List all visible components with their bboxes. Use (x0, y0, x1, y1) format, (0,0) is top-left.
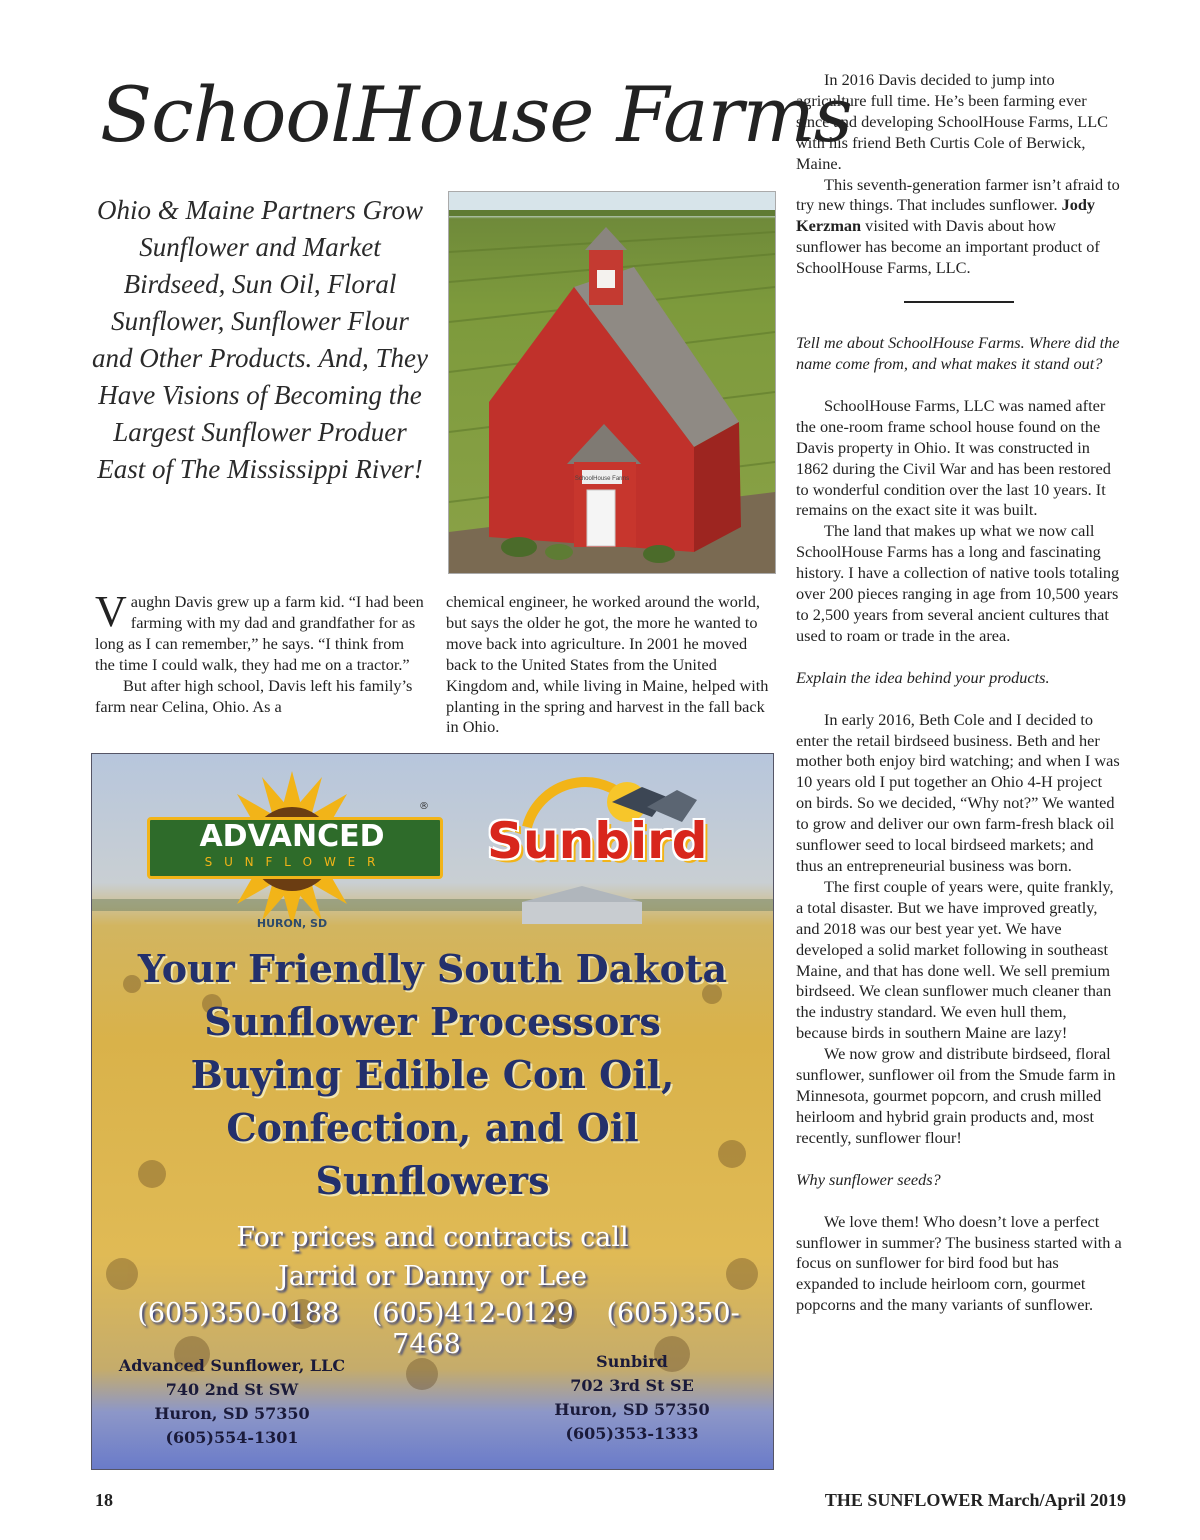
ad-headline-line: Your Friendly South Dakota (137, 946, 728, 991)
sunbird-logo (487, 772, 717, 882)
ad-call-line-2: Jarrid or Danny or Lee (278, 1261, 587, 1292)
advanced-sunflower-address (102, 1354, 362, 1450)
sunbird-logo-text: Sunbird (487, 812, 708, 870)
ad-headline-line: Sunflowers (315, 1158, 550, 1203)
ad-headline (92, 942, 773, 1207)
advertisement (91, 753, 774, 1470)
ad-headline-line: Confection, and Oil (226, 1105, 639, 1150)
article-title: SchoolHouse Farms (100, 70, 852, 159)
sunbird-address (522, 1350, 742, 1446)
column-1-paragraph-2: But after high school, Davis left his family’s farm near Celina, Ohio. As a (95, 675, 413, 716)
page-number: 18 (95, 1490, 113, 1510)
phone-number: (605)350-7468 (392, 1298, 740, 1360)
schoolhouse-illustration (449, 192, 775, 573)
photo-sign: SchoolHouse Farms (574, 476, 630, 482)
advanced-logo-text: ADVANCED (199, 819, 385, 854)
article-column-1 (95, 587, 427, 717)
article-column-2 (446, 592, 778, 738)
ad-call-line-1: For prices and contracts call (236, 1222, 629, 1253)
article-column-3 (796, 70, 1122, 1316)
address-line: Sunbird (596, 1352, 668, 1371)
advanced-logo-location: HURON, SD (256, 917, 328, 930)
author-name: Jody Kerzman (796, 195, 1096, 236)
publication-footer: THE SUNFLOWER March/April 2019 (824, 1490, 1126, 1510)
address-line: Huron, SD 57350 (154, 1404, 310, 1423)
answer-1-paragraph-2: The land that makes up what we now call SchoolHouse Farms has a long and fascinating history. I have a collection of native tools totaling over 200 pieces ranging in age from 10,500 years to 2,500 years from several ancient cultures that used to roam or trade in the area. (796, 521, 1120, 645)
column-3-paragraph-1: In 2016 Davis decided to jump into agriculture full time. He’s been farming ever since and developing SchoolHouse Farms, LLC with his friend Beth Curtis Cole of Berwick, Maine. (796, 70, 1109, 173)
interview-question-3: Why sunflower seeds? (796, 1169, 941, 1189)
answer-3-paragraph-1: We love them! Who doesn’t love a perfect sunflower in summer? The business started with a focus on sunflower for bird food but has expanded to include heirloom corn, gourmet popcorns and the many variants of sunflower. (796, 1211, 1122, 1315)
registered-mark: ® (419, 801, 429, 812)
answer-1-paragraph-1: SchoolHouse Farms, LLC was named after the one-room frame school house found on the Davis property in Ohio. It was constructed in 1862 during the Civil War and has been restored to wonderful condition over the last 10 years. It remains on the exact site it was built. (796, 395, 1111, 520)
address-line: (605)353-1333 (565, 1424, 699, 1443)
interview-question-2: Explain the idea behind your products. (796, 667, 1050, 687)
column-3-paragraph-2 (796, 175, 1122, 280)
address-line: Advanced Sunflower, LLC (118, 1356, 346, 1375)
column-2-paragraph-1: chemical engineer, he worked around the world, but says the older he got, the more he wanted to move back into agriculture. In 2001 he moved back to the United States from the United Kingdom and, while living in Maine, helped with planting in the spring and harvest in the fall back in Ohio. (446, 592, 769, 737)
section-divider (904, 301, 1014, 303)
phone-number: (605)412-0129 (371, 1298, 574, 1329)
column-1-paragraph-1: aughn Davis grew up a farm kid. “I had been farming with my dad and grandfather for as long as I can remember,” he says. “I think from the time I could walk, they had me on a tractor.” (95, 592, 424, 674)
address-line: 740 2nd St SW (165, 1380, 299, 1399)
paragraph-text: visited with Davis about how sunflower has become an important product of SchoolHouse Farms, LLC. (796, 216, 1100, 278)
answer-2-paragraph-2: The first couple of years were, quite frankly, a total disaster. But we have improved greatly, and 2018 was our best year yet. We have developed a solid market following in southeast Maine, and that has done well. We sell premium birdseed. We clean sunflower much cleaner than the industry standard. We even hull them, because birds in southern Maine are lazy! (796, 876, 1114, 1043)
answer-2-paragraph-3: We now grow and distribute birdseed, floral sunflower, sunflower oil from the Smude farm in Minnesota, gourmet popcorn, and crush milled heirloom and hybrid grain products and, most recently, sunflower flour! (796, 1044, 1116, 1147)
address-line: 702 3rd St SE (570, 1376, 694, 1395)
ad-headline-line: Sunflower Processors (204, 999, 661, 1044)
article-subtitle: Ohio & Maine Partners Grow Sunflower and Market Birdseed, Sun Oil, Floral Sunflower, Sunflower Flour and Other Products. And, They Have Visions of Becoming the Largest Sunflower Produer East of The Mississippi River! (92, 195, 428, 484)
address-line: Huron, SD 57350 (554, 1400, 710, 1419)
schoolhouse-photo (448, 191, 776, 574)
advanced-sunflower-logo (147, 769, 447, 939)
ad-headline-line: Buying Edible Con Oil, (190, 1052, 675, 1097)
phone-number: (605)350-0188 (137, 1298, 340, 1329)
advanced-logo-subtext: S U N F L O W E R (204, 855, 380, 869)
address-line: (605)554-1301 (165, 1428, 299, 1447)
drop-cap: V (95, 587, 127, 636)
interview-question-1: Tell me about SchoolHouse Farms. Where did the name come from, and what makes it stand out? (796, 333, 1120, 373)
ad-call-to-action (92, 1218, 773, 1296)
answer-2-paragraph-1: In early 2016, Beth Cole and I decided to enter the retail birdseed business. Beth and her mother both enjoy bird watching; and when I was 10 years old I put together an Ohio 4-H project on birds. So we decided, “Why not?” We wanted to grow and deliver our own farm-fresh black oil sunflower seed to local birdseed markets; and thus an entrepreneurial business was born. (796, 709, 1120, 875)
paragraph-text: This seventh-generation farmer isn’t afraid to try new things. That includes sunflower. (796, 174, 1120, 215)
